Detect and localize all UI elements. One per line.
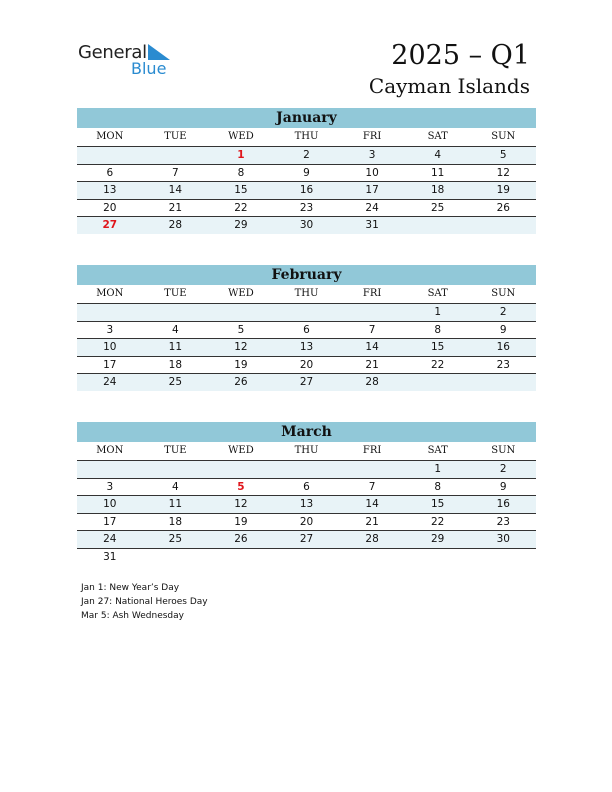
day-cell: 15 [234, 184, 248, 196]
weekday-label: WED [228, 288, 254, 299]
month-calendar [77, 108, 536, 234]
day-cell: 13 [103, 184, 117, 196]
day-cell: 21 [365, 515, 379, 528]
week-row [77, 514, 536, 532]
day-cell: 10 [103, 341, 117, 353]
day-cell: 9 [499, 480, 507, 493]
day-cell: 18 [168, 358, 183, 371]
week-row [77, 322, 536, 340]
week-row [77, 479, 536, 497]
day-cell: 31 [103, 550, 117, 563]
day-cell: 26 [234, 376, 248, 388]
day-cell [405, 549, 471, 566]
day-cell: 14 [168, 184, 183, 196]
month-name: February [77, 265, 536, 285]
day-cell: 25 [430, 201, 445, 214]
day-cell: 19 [234, 515, 248, 528]
day-cell [143, 461, 209, 478]
day-cell [339, 461, 405, 478]
day-cell [470, 374, 536, 391]
holiday-day-cell: 5 [237, 480, 245, 493]
day-cell: 15 [430, 498, 445, 510]
day-cell: 7 [368, 323, 376, 336]
day-cell: 9 [303, 166, 310, 179]
day-cell: 7 [172, 166, 179, 179]
day-cell [77, 304, 143, 321]
day-cell [339, 304, 405, 321]
weekday-label: THU [294, 445, 319, 456]
day-cell: 11 [168, 341, 183, 353]
day-cell: 12 [234, 498, 248, 510]
week-row [77, 461, 536, 479]
day-cell: 17 [365, 184, 379, 196]
day-cell [143, 549, 209, 566]
weekday-label: FRI [362, 288, 382, 299]
day-cell: 22 [234, 201, 248, 214]
day-cell: 24 [365, 201, 379, 214]
day-cell: 12 [234, 341, 248, 353]
day-cell [405, 374, 471, 391]
weekday-label: SAT [427, 445, 448, 456]
week-row [77, 357, 536, 375]
day-cell: 13 [299, 341, 314, 353]
day-cell: 23 [496, 358, 510, 371]
day-cell [77, 461, 143, 478]
holiday-note: Jan 1: New Year’s Day [81, 583, 180, 593]
day-cell: 2 [303, 149, 310, 161]
weekday-label: SUN [491, 445, 516, 456]
weekday-label: THU [294, 288, 319, 299]
day-cell: 1 [434, 463, 442, 475]
day-cell: 20 [103, 201, 117, 214]
month-calendar [77, 422, 536, 565]
day-cell: 29 [430, 533, 445, 545]
day-cell: 2 [499, 306, 507, 318]
weekday-label: TUE [164, 288, 187, 299]
month-name: March [77, 422, 536, 442]
week-row [77, 182, 536, 200]
day-cell: 23 [299, 201, 314, 214]
day-cell: 19 [496, 184, 510, 196]
holiday-note: Mar 5: Ash Wednesday [81, 610, 184, 621]
weekday-label: TUE [164, 445, 187, 456]
day-cell: 24 [103, 376, 117, 388]
month-calendar [77, 265, 536, 391]
weekday-label: MON [96, 445, 124, 456]
day-cell: 16 [299, 184, 314, 196]
day-cell: 16 [496, 341, 510, 353]
day-cell [470, 549, 536, 566]
week-row [77, 339, 536, 357]
day-cell: 8 [434, 323, 442, 336]
weekday-label: WED [228, 131, 254, 142]
day-cell: 3 [368, 149, 376, 161]
day-cell: 19 [234, 358, 248, 371]
holiday-note: Jan 27: National Heroes Day [81, 596, 208, 607]
weekday-label: TUE [164, 131, 187, 142]
day-cell: 22 [430, 515, 445, 528]
generalblue-logo [78, 42, 178, 78]
week-row [77, 496, 536, 514]
day-cell: 4 [172, 323, 179, 336]
day-cell: 29 [234, 219, 248, 231]
month-name: January [77, 108, 536, 128]
day-cell: 21 [365, 358, 379, 371]
day-cell: 20 [299, 515, 314, 528]
day-cell: 5 [499, 149, 507, 161]
day-cell [208, 461, 274, 478]
week-row [77, 304, 536, 322]
holiday-day-cell: 27 [102, 219, 118, 231]
day-cell: 3 [106, 323, 114, 336]
weekday-label: FRI [362, 131, 382, 142]
day-cell: 3 [106, 480, 114, 493]
weekday-header-row [77, 128, 536, 147]
day-cell: 27 [299, 533, 314, 545]
weekday-label: WED [228, 445, 254, 456]
holiday-notes [81, 582, 208, 623]
day-cell: 8 [434, 480, 442, 493]
day-cell: 18 [430, 184, 445, 196]
day-cell: 28 [365, 533, 379, 545]
weekday-label: FRI [362, 445, 382, 456]
weekday-label: MON [96, 131, 124, 142]
holiday-day-cell: 1 [237, 149, 245, 161]
day-cell [405, 217, 471, 234]
day-cell: 6 [303, 323, 310, 336]
week-row [77, 549, 536, 566]
day-cell: 10 [103, 498, 117, 510]
day-cell: 6 [106, 166, 114, 179]
day-cell: 26 [496, 201, 510, 214]
page-title: 2025 – Q1 [391, 40, 530, 71]
day-cell: 4 [434, 149, 442, 161]
day-cell [339, 549, 405, 566]
day-cell: 31 [365, 219, 379, 231]
week-row [77, 374, 536, 391]
day-cell: 13 [299, 498, 314, 510]
day-cell: 24 [103, 533, 117, 545]
day-cell: 30 [299, 219, 314, 231]
day-cell: 17 [103, 358, 117, 371]
day-cell [274, 304, 340, 321]
day-cell: 17 [103, 515, 117, 528]
day-cell [274, 549, 340, 566]
weekday-label: MON [96, 288, 124, 299]
day-cell: 4 [172, 480, 179, 493]
weekday-label: SAT [427, 288, 448, 299]
day-cell: 10 [365, 166, 379, 179]
day-cell: 5 [237, 323, 245, 336]
day-cell: 30 [496, 533, 510, 545]
day-cell: 9 [499, 323, 507, 336]
week-row [77, 165, 536, 183]
day-cell [274, 461, 340, 478]
day-cell [77, 147, 143, 164]
day-cell: 2 [499, 463, 507, 475]
week-row [77, 217, 536, 234]
day-cell: 14 [365, 341, 379, 353]
day-cell: 18 [168, 515, 183, 528]
day-cell: 27 [299, 376, 314, 388]
weekday-label: THU [294, 131, 319, 142]
day-cell: 23 [496, 515, 510, 528]
week-row [77, 531, 536, 549]
day-cell: 28 [365, 376, 379, 388]
day-cell: 25 [168, 533, 183, 545]
day-cell [143, 147, 209, 164]
day-cell: 11 [430, 166, 445, 179]
day-cell [208, 304, 274, 321]
weekday-label: SUN [491, 131, 516, 142]
weekday-label: SUN [491, 288, 516, 299]
day-cell: 25 [168, 376, 183, 388]
day-cell: 12 [496, 166, 510, 179]
weekday-label: SAT [427, 131, 448, 142]
week-row [77, 147, 536, 165]
day-cell: 7 [368, 480, 376, 493]
day-cell: 14 [365, 498, 379, 510]
week-row [77, 200, 536, 218]
day-cell: 21 [168, 201, 183, 214]
day-cell: 28 [168, 219, 183, 231]
logo-triangle-icon [148, 44, 170, 60]
day-cell: 11 [168, 498, 183, 510]
weekday-header-row [77, 442, 536, 461]
day-cell: 22 [430, 358, 445, 371]
day-cell: 1 [434, 306, 442, 318]
day-cell: 8 [237, 166, 245, 179]
page-subtitle: Cayman Islands [368, 74, 530, 98]
day-cell: 20 [299, 358, 314, 371]
day-cell: 6 [303, 480, 310, 493]
day-cell: 26 [234, 533, 248, 545]
logo-word-general: General [78, 42, 147, 63]
day-cell: 15 [430, 341, 445, 353]
day-cell: 16 [496, 498, 510, 510]
day-cell [143, 304, 209, 321]
day-cell [470, 217, 536, 234]
weekday-header-row [77, 285, 536, 304]
logo-word-blue: Blue [131, 59, 167, 78]
day-cell [208, 549, 274, 566]
